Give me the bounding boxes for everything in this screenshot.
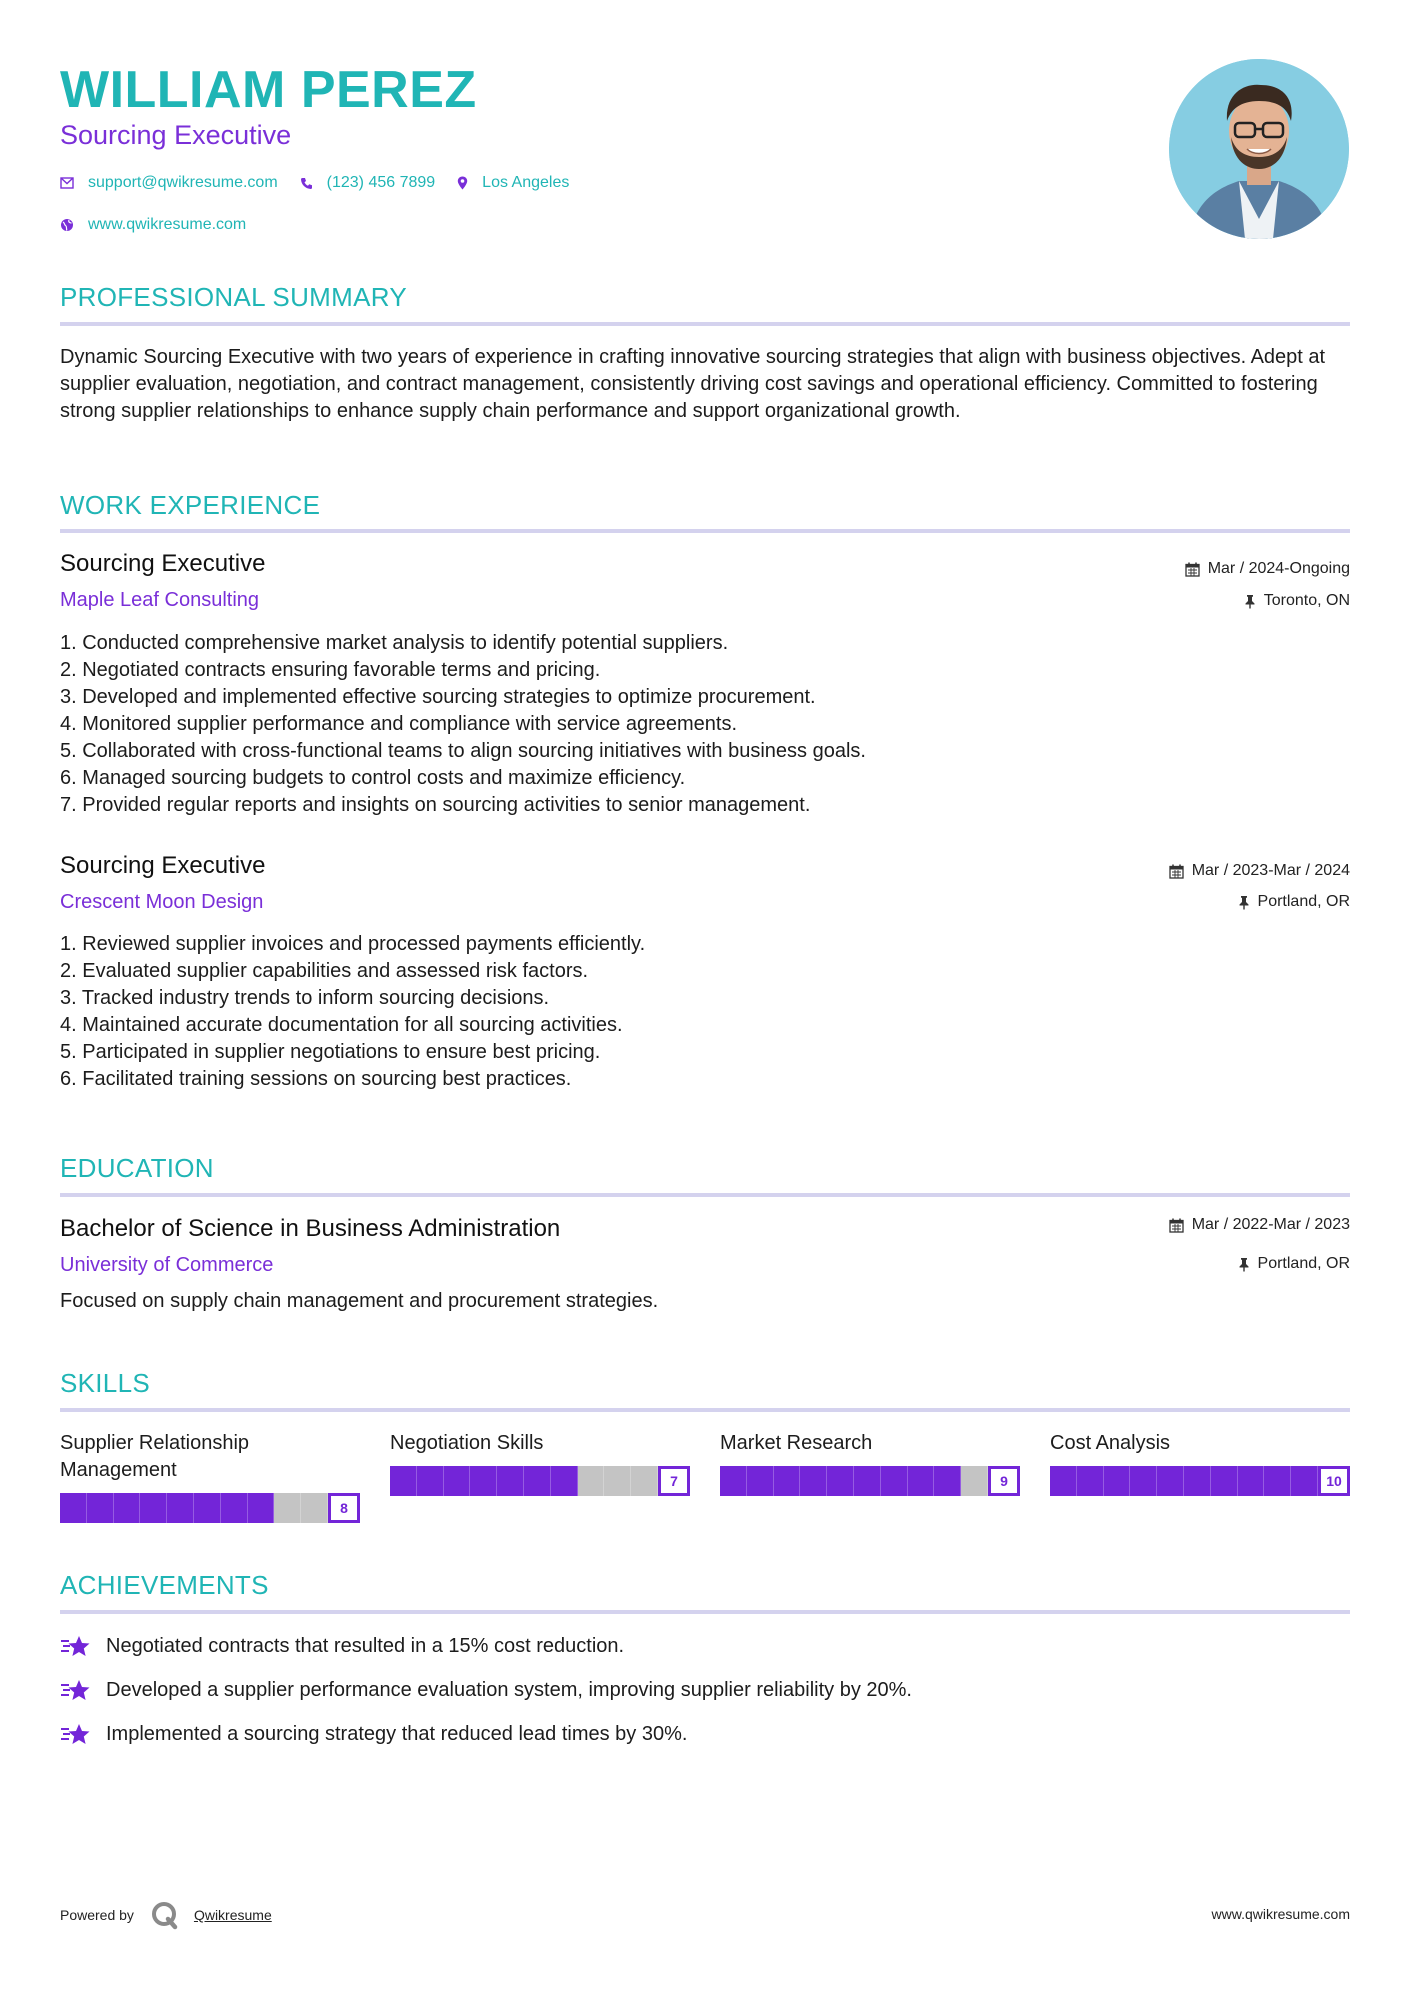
skill-segment-filled <box>140 1493 167 1523</box>
achievement-text: Negotiated contracts that resulted in a 15% cost reduction. <box>106 1634 625 1657</box>
skill-segment-filled <box>747 1466 774 1496</box>
skill-segment-filled <box>1104 1466 1131 1496</box>
skill-bar-fill <box>60 1493 328 1523</box>
contact-website[interactable] <box>60 216 246 234</box>
list-item: 1. Reviewed supplier invoices and processed payments efficiently. <box>60 933 646 955</box>
job-title: Sourcing Executive <box>60 852 266 879</box>
location-text: Los Angeles <box>482 174 570 191</box>
footer-website[interactable]: www.qwikresume.com <box>1211 1906 1350 1922</box>
achievements-heading: ACHIEVEMENTS <box>60 1570 269 1600</box>
skill-segment-empty <box>604 1466 631 1496</box>
qwikresume-link[interactable]: Qwikresume <box>193 1907 272 1923</box>
skill-segment-filled <box>470 1466 497 1496</box>
skill-segment-filled <box>1264 1466 1291 1496</box>
skill-segment-filled <box>854 1466 881 1496</box>
skill-segment-filled <box>1184 1466 1211 1496</box>
skill-bar-fill <box>390 1466 658 1496</box>
shooting-star-icon <box>60 1677 92 1703</box>
section-divider <box>60 322 1350 326</box>
skill-segment-filled <box>1050 1466 1077 1496</box>
achievement-text: Developed a supplier performance evaluation system, improving supplier reliability by 20%. <box>106 1678 912 1701</box>
skill-segment-filled <box>497 1466 524 1496</box>
location-text: Portland, OR <box>1257 1255 1350 1272</box>
company-name: Maple Leaf Consulting <box>60 589 260 611</box>
contact-phone[interactable] <box>300 174 436 192</box>
degree-title: Bachelor of Science in Business Administration <box>60 1215 561 1242</box>
skill-segment-filled <box>800 1466 827 1496</box>
list-item: 2. Evaluated supplier capabilities and assessed risk factors. <box>60 960 589 982</box>
globe-icon <box>60 218 74 232</box>
skill-item <box>1050 1430 1350 1496</box>
section-divider <box>60 1408 1350 1412</box>
skill-bar-fill <box>720 1466 988 1496</box>
skill-name: Market Research <box>720 1432 873 1454</box>
calendar-icon <box>1169 864 1184 879</box>
skill-segment-filled <box>1211 1466 1238 1496</box>
pin-icon <box>1244 594 1256 609</box>
location-text: Portland, OR <box>1257 893 1350 910</box>
calendar-icon <box>1169 1218 1184 1233</box>
profile-photo <box>1169 59 1349 239</box>
job-dates <box>1185 560 1350 578</box>
skills-heading: SKILLS <box>60 1368 150 1398</box>
skill-item <box>60 1430 360 1523</box>
skill-segment-filled <box>720 1466 747 1496</box>
job-location <box>1244 592 1350 610</box>
footer-powered-by <box>60 1900 272 1930</box>
section-divider <box>60 1610 1350 1614</box>
section-divider <box>60 1193 1350 1197</box>
skill-bar-fill <box>1050 1466 1318 1496</box>
website-text: www.qwikresume.com <box>88 216 247 233</box>
skill-bar <box>1050 1466 1350 1496</box>
list-item: 4. Maintained accurate documentation for all sourcing activities. <box>60 1014 623 1036</box>
skill-name: Negotiation Skills <box>390 1432 544 1454</box>
job-title: Sourcing Executive <box>60 550 266 577</box>
skill-name: Supplier Relationship Management <box>60 1432 250 1481</box>
contact-location <box>457 174 569 192</box>
summary-heading: PROFESSIONAL SUMMARY <box>60 282 407 312</box>
list-item: 4. Monitored supplier performance and compliance with service agreements. <box>60 713 738 735</box>
list-item: 1. Conducted comprehensive market analysis to identify potential suppliers. <box>60 632 729 654</box>
skill-bar <box>60 1493 360 1523</box>
date-text: Mar / 2024-Ongoing <box>1207 560 1350 577</box>
skill-segment-empty <box>961 1466 988 1496</box>
list-item: 5. Collaborated with cross-functional teams to align sourcing initiatives with business goals. <box>60 740 866 762</box>
list-item: 6. Managed sourcing budgets to control costs and maximize efficiency. <box>60 767 686 789</box>
list-item: 2. Negotiated contracts ensuring favorable terms and pricing. <box>60 659 601 681</box>
skill-item <box>720 1430 1020 1496</box>
skill-segment-filled <box>774 1466 801 1496</box>
responsibility-list <box>60 931 645 1093</box>
job-dates <box>1169 862 1350 880</box>
skill-segment-filled <box>390 1466 417 1496</box>
list-item: 7. Provided regular reports and insights on sourcing activities to senior management. <box>60 794 811 816</box>
skill-level: 7 <box>658 1466 690 1496</box>
education-heading: EDUCATION <box>60 1153 214 1183</box>
skill-segment-filled <box>934 1466 961 1496</box>
school-name: University of Commerce <box>60 1254 274 1276</box>
pin-icon <box>1238 1257 1250 1272</box>
map-marker-icon <box>457 176 468 190</box>
achievement-item <box>60 1721 687 1747</box>
skill-segment-filled <box>114 1493 141 1523</box>
list-item: 6. Facilitated training sessions on sourcing best practices. <box>60 1068 572 1090</box>
skill-level: 10 <box>1318 1466 1350 1496</box>
skill-segment-filled <box>444 1466 471 1496</box>
skill-segment-filled <box>194 1493 221 1523</box>
pin-icon <box>1238 895 1250 910</box>
skill-segment-filled <box>881 1466 908 1496</box>
contact-email[interactable] <box>60 174 278 192</box>
skill-segment-filled <box>1291 1466 1318 1496</box>
contact-row <box>60 174 591 192</box>
phone-text: (123) 456 7899 <box>326 174 436 191</box>
summary-text: Dynamic Sourcing Executive with two years of experience in crafting innovative sourcing strategies that align with business objectives. Adept at supplier evaluation, negotiation, and contract management, consistently driving cost savings and operational efficiency. Committed to fostering strong supplier relationships to enhance supply chain performance and support organizational growth. <box>60 346 1326 422</box>
email-text: support@qwikresume.com <box>88 174 278 191</box>
skill-item <box>390 1430 690 1496</box>
skill-segment-filled <box>1238 1466 1265 1496</box>
skill-segment-filled <box>87 1493 114 1523</box>
education-location <box>1238 1255 1350 1273</box>
phone-icon <box>300 177 313 190</box>
skill-segment-filled <box>167 1493 194 1523</box>
skill-segment-filled <box>248 1493 275 1523</box>
responsibility-list <box>60 630 866 819</box>
date-text: Mar / 2022-Mar / 2023 <box>1191 1216 1350 1233</box>
skill-segment-filled <box>551 1466 578 1496</box>
skill-bar <box>720 1466 1020 1496</box>
list-item: 3. Developed and implemented effective sourcing strategies to optimize procurement. <box>60 686 816 708</box>
skill-segment-empty <box>578 1466 605 1496</box>
envelope-icon <box>60 177 74 189</box>
skill-level: 9 <box>988 1466 1020 1496</box>
skill-segment-filled <box>908 1466 935 1496</box>
experience-heading: WORK EXPERIENCE <box>60 490 321 520</box>
education-description: Focused on supply chain management and procurement strategies. <box>60 1290 659 1312</box>
company-name: Crescent Moon Design <box>60 891 264 913</box>
skill-segment-filled <box>1077 1466 1104 1496</box>
section-divider <box>60 529 1350 533</box>
skill-segment-filled <box>524 1466 551 1496</box>
resume-page <box>60 0 1350 1990</box>
skill-segment-filled <box>1157 1466 1184 1496</box>
list-item: 5. Participated in supplier negotiations to ensure best pricing. <box>60 1041 601 1063</box>
location-text: Toronto, ON <box>1263 592 1350 609</box>
candidate-title: Sourcing Executive <box>60 120 292 150</box>
skill-segment-filled <box>827 1466 854 1496</box>
shooting-star-icon <box>60 1721 92 1747</box>
calendar-icon <box>1185 562 1200 577</box>
date-text: Mar / 2023-Mar / 2024 <box>1191 862 1350 879</box>
skill-segment-filled <box>221 1493 248 1523</box>
powered-by-label: Powered by <box>60 1907 134 1923</box>
skill-bar <box>390 1466 690 1496</box>
skill-segment-empty <box>631 1466 658 1496</box>
skill-segment-filled <box>417 1466 444 1496</box>
qwikresume-logo-icon <box>150 1900 180 1930</box>
list-item: 3. Tracked industry trends to inform sourcing decisions. <box>60 987 550 1009</box>
education-dates <box>1169 1216 1350 1234</box>
achievement-item <box>60 1677 912 1703</box>
skill-segment-filled <box>60 1493 87 1523</box>
website-row <box>60 216 268 234</box>
achievement-item <box>60 1633 624 1659</box>
skill-segment-filled <box>1130 1466 1157 1496</box>
skill-name: Cost Analysis <box>1050 1432 1171 1454</box>
job-location <box>1238 893 1350 911</box>
shooting-star-icon <box>60 1633 92 1659</box>
candidate-name: WILLIAM PEREZ <box>60 61 477 119</box>
skill-level: 8 <box>328 1493 360 1523</box>
skill-segment-empty <box>301 1493 328 1523</box>
achievement-text: Implemented a sourcing strategy that reduced lead times by 30%. <box>106 1722 688 1745</box>
skill-segment-empty <box>274 1493 301 1523</box>
